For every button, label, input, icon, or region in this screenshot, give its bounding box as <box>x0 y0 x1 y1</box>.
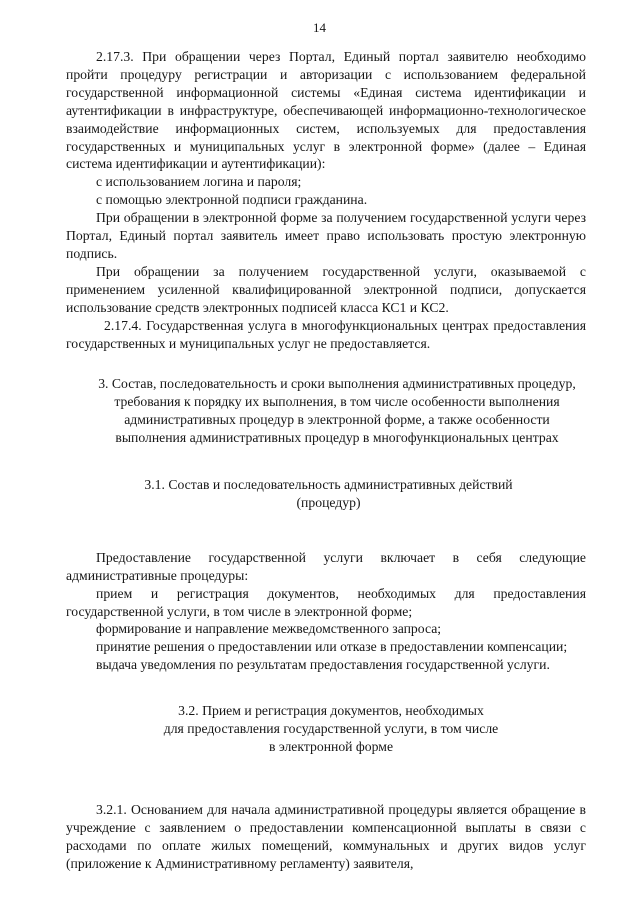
paragraph-3-1-intro: Предоставление государственной услуги включает в себя следующие административные процедуры: <box>66 549 586 583</box>
list-item-interdepartmental-request: формирование и направление межведомственного запроса; <box>96 621 442 637</box>
section-heading-3-1-line2: (процедур) <box>296 494 361 510</box>
page-content <box>66 48 586 873</box>
list-item-notification: выдача уведомления по результатам предоставления государственной услуги. <box>96 657 550 673</box>
list-item-decision: принятие решения о предоставлении или отказе в предоставлении компенсации; <box>96 639 568 655</box>
section-heading-3-text: 3. Состав, последовательность и сроки выполнения административных процедур, требования к порядку их выполнения, в том числе особенности выполнения административных процедур в электронной форме, а также особенности выполнения административных процедур в многофункциональных центрах <box>98 376 576 446</box>
list-item-login-password: с использованием логина и пароля; <box>96 174 302 190</box>
paragraph-2-17-4: 2.17.4. Государственная услуга в многофункциональных центрах предоставления государственных и муниципальных услуг не предоставляется. <box>66 317 586 351</box>
list-item-reception: прием и регистрация документов, необходимых для предоставления государственной услуги, в том числе в электронной форме; <box>66 585 586 619</box>
section-heading-3-1 <box>116 476 541 512</box>
list-item-electronic-signature: с помощью электронной подписи гражданина. <box>96 192 368 208</box>
section-heading-3 <box>66 375 586 447</box>
section-heading-3-2-line1: 3.2. Прием и регистрация документов, необходимых <box>178 703 484 719</box>
paragraph-qualified-signature: При обращении за получением государственной услуги, оказываемой с применением усиленной квалифицированной электронной подписи, допускается использование средств электронных подписей класса КС1 и КС2. <box>66 263 586 315</box>
page-number: 14 <box>313 20 326 35</box>
section-heading-3-2 <box>66 702 586 756</box>
section-heading-3-2-line3: в электронной форме <box>268 739 394 754</box>
paragraph-simple-signature: При обращении в электронной форме за получением государственной услуги через Портал, Единый портал заявитель имеет право использовать простую электронную подпись. <box>66 210 586 261</box>
paragraph-2-17-3: 2.17.3. При обращении через Портал, Единый портал заявителю необходимо пройти процедуру регистрации и авторизации с использованием федеральной государственной информационной системы «Единая система идентификации и аутентификации в инфраструктуре, обеспечивающей информационно-технологическое взаимодействие информационных систем, используемых для предоставления государственных и муниципальных услуг в электронной форме» (далее – Единая система идентификации и аутентификации): <box>66 49 586 172</box>
paragraph-3-2-1: 3.2.1. Основанием для начала административной процедуры является обращение в учреждение с заявлением о предоставлении компенсационной выплаты в связи с расходами по оплате жилых помещений, коммунальных и других видов услуг (приложение к Административному регламенту) заявителя, <box>66 801 586 871</box>
section-heading-3-2-line2: для предоставления государственной услуги, в том числе <box>163 721 499 737</box>
section-heading-3-1-line1: 3.1. Состав и последовательность административных действий <box>144 477 513 493</box>
